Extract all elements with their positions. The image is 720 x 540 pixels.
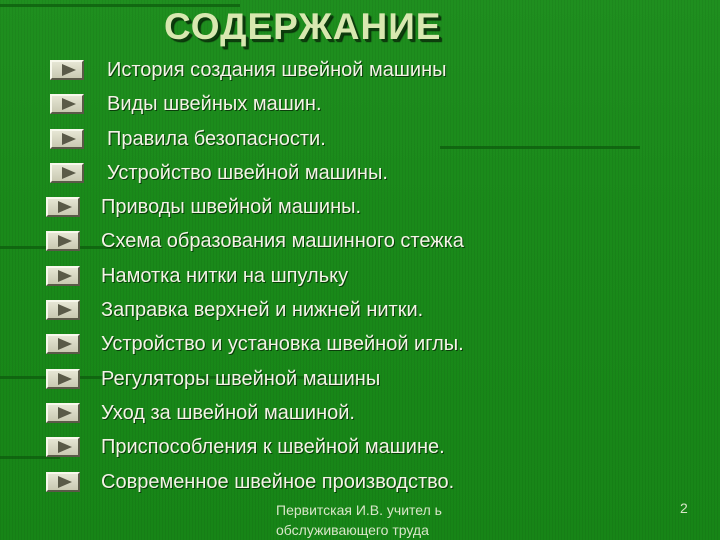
- play-arrow-button[interactable]: [46, 266, 80, 286]
- play-arrow-button[interactable]: [46, 334, 80, 354]
- play-arrow-icon: [58, 270, 72, 282]
- play-arrow-button[interactable]: [46, 300, 80, 320]
- contents-item-label: Схема образования машинного стежка: [101, 230, 464, 252]
- contents-item-label: Приспособления к швейной машине.: [101, 436, 445, 458]
- contents-item[interactable]: [0, 399, 640, 431]
- play-arrow-icon: [58, 338, 72, 350]
- contents-item[interactable]: [0, 262, 640, 294]
- contents-item[interactable]: [0, 193, 640, 225]
- play-arrow-button[interactable]: [46, 231, 80, 251]
- contents-item-label: История создания швейной машины: [107, 59, 447, 81]
- contents-item-label: Заправка верхней и нижней нитки.: [101, 299, 424, 321]
- contents-item-label: Регуляторы швейной машины: [101, 368, 381, 390]
- contents-item[interactable]: [0, 227, 640, 259]
- play-arrow-icon: [58, 441, 72, 453]
- contents-item[interactable]: [0, 468, 640, 500]
- contents-item-label: Намотка нитки на шпульку: [101, 265, 349, 287]
- play-arrow-icon: [58, 304, 72, 316]
- play-arrow-button[interactable]: [46, 472, 80, 492]
- play-arrow-button[interactable]: [50, 163, 84, 183]
- contents-item[interactable]: [0, 296, 640, 328]
- contents-item-label: Правила безопасности.: [107, 128, 326, 150]
- play-arrow-icon: [62, 64, 76, 76]
- contents-item-label: Приводы швейной машины.: [101, 196, 362, 218]
- contents-item-label: Устройство швейной машины.: [107, 162, 388, 184]
- play-arrow-icon: [58, 373, 72, 385]
- contents-item[interactable]: [0, 125, 640, 157]
- contents-item[interactable]: [0, 90, 640, 122]
- play-arrow-button[interactable]: [46, 437, 80, 457]
- page-number: 2: [680, 500, 688, 516]
- play-arrow-icon: [58, 235, 72, 247]
- contents-item-label: Уход за швейной машиной.: [101, 402, 355, 424]
- play-arrow-icon: [62, 133, 76, 145]
- play-arrow-icon: [62, 98, 76, 110]
- contents-item-label: Современное швейное производство.: [101, 471, 455, 493]
- play-arrow-button[interactable]: [50, 94, 84, 114]
- play-arrow-icon: [58, 476, 72, 488]
- play-arrow-icon: [58, 201, 72, 213]
- play-arrow-icon: [62, 167, 76, 179]
- contents-item[interactable]: [0, 433, 640, 465]
- slide-title: СОДЕРЖАНИЕ: [164, 6, 442, 47]
- play-arrow-button[interactable]: [46, 369, 80, 389]
- play-arrow-button[interactable]: [46, 403, 80, 423]
- author-footer: Первитская И.В. учител ь обслуживающего труда: [276, 502, 442, 538]
- play-arrow-button[interactable]: [50, 60, 84, 80]
- play-arrow-icon: [58, 407, 72, 419]
- contents-item-label: Виды швейных машин.: [107, 93, 322, 115]
- contents-item[interactable]: [0, 330, 640, 362]
- play-arrow-button[interactable]: [46, 197, 80, 217]
- play-arrow-button[interactable]: [50, 129, 84, 149]
- contents-item[interactable]: [0, 56, 640, 88]
- contents-item[interactable]: [0, 159, 640, 191]
- contents-item[interactable]: [0, 365, 640, 397]
- contents-item-label: Устройство и установка швейной иглы.: [101, 333, 464, 355]
